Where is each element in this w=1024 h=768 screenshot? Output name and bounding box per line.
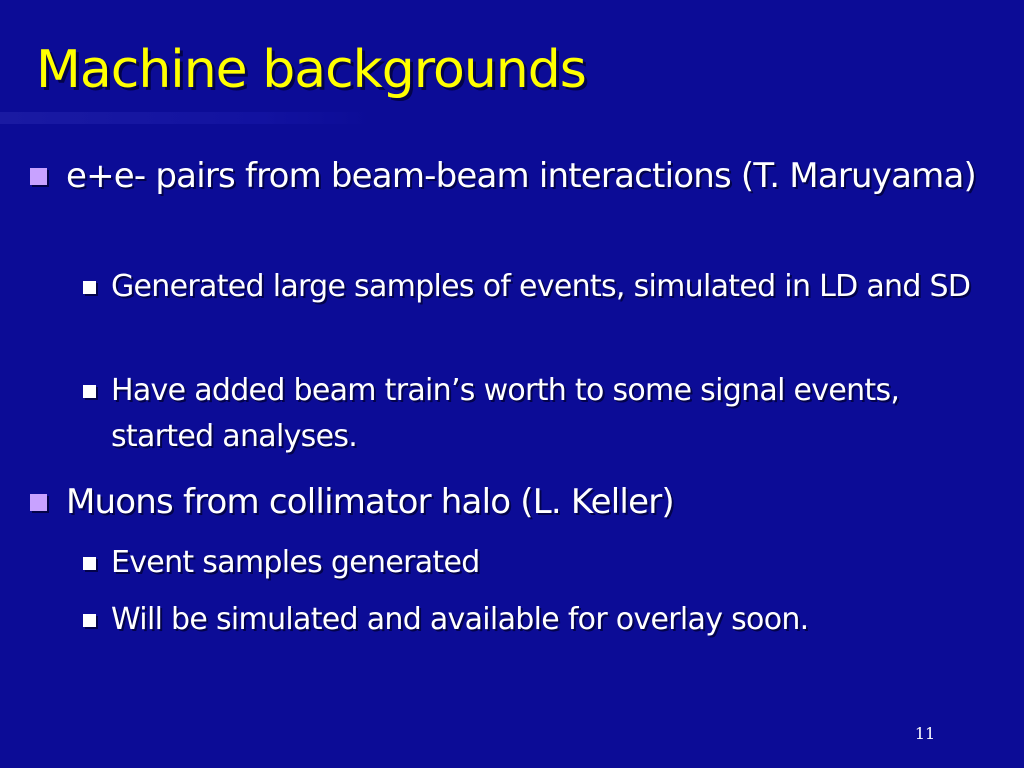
sub-bullet-text: Have added beam train’s worth to some signal events, started analyses. <box>111 373 900 454</box>
sub-bullet-text: Event samples generated <box>111 545 480 580</box>
sub-bullet-text: Will be simulated and available for overlay soon. <box>111 602 809 637</box>
slide-title: Machine backgrounds <box>36 40 586 100</box>
bullet-item-2 <box>30 477 990 527</box>
sub-bullet-text: Generated large samples of events, simulated in LD and SD <box>111 269 971 304</box>
square-bullet-icon <box>83 614 96 627</box>
sub-bullet-item-2-1 <box>83 540 983 586</box>
sub-bullet-item-1-2 <box>83 368 983 460</box>
square-bullet-icon <box>30 494 47 511</box>
square-bullet-icon <box>83 281 96 294</box>
square-bullet-icon <box>83 557 96 570</box>
bullet-item-1 <box>30 151 990 201</box>
page-number: 11 <box>914 724 936 743</box>
sub-bullet-item-2-2 <box>83 597 983 643</box>
bullet-text: e+e- pairs from beam-beam interactions (T. Maruyama) <box>66 156 976 196</box>
square-bullet-icon <box>83 385 96 398</box>
sub-bullet-item-1-1 <box>83 264 983 310</box>
square-bullet-icon <box>30 168 47 185</box>
bullet-text: Muons from collimator halo (L. Keller) <box>66 482 674 522</box>
